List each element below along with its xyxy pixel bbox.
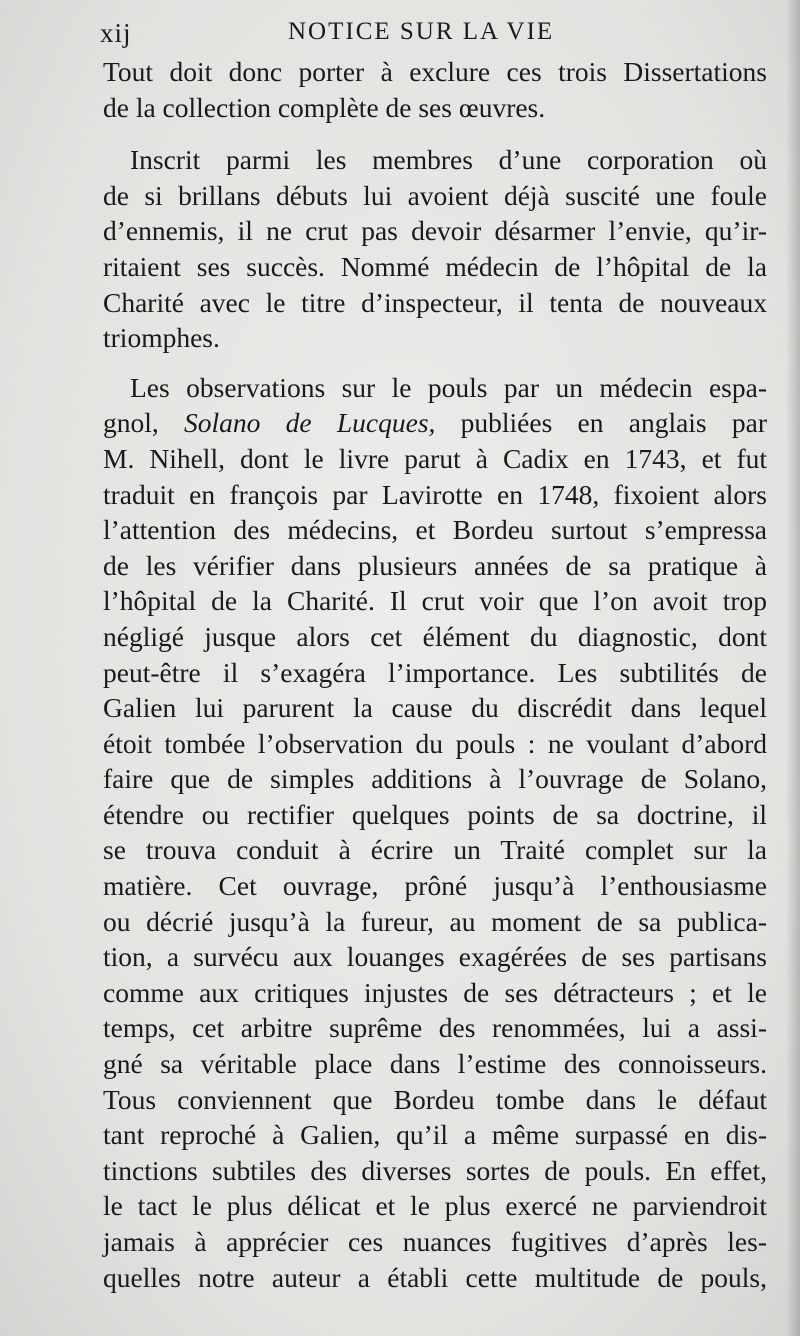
text-line: l’attention des médecins, et Bordeu surtout s’empressa [103, 514, 767, 546]
text-line: faire que de simples additions à l’ouvrage de Solano, [103, 763, 767, 795]
text-line: étendre ou rectifier quelques points de sa doctrine, il [103, 798, 767, 830]
text-line: Galien lui parurent la cause du discrédit dans lequel [103, 692, 767, 724]
text-line: M. Nihell, dont le livre parut à Cadix en 1743, et fut [103, 442, 767, 474]
text-line: Tout doit donc porter à exclure ces trois Dissertations [103, 56, 767, 87]
text-line: Charité avec le titre d’inspecteur, il tenta de nouveaux [103, 286, 767, 318]
text-line: peut-être il s’exagéra l’importance. Les subtilités de [103, 656, 767, 688]
text-line: se trouva conduit à écrire un Traité complet sur la [103, 834, 767, 866]
text-line: de si brillans débuts lui avoient déjà suscité une foule [103, 179, 767, 211]
body-text [103, 54, 767, 1295]
text-line: de les vérifier dans plusieurs années de sa pratique à [103, 549, 767, 581]
text-line: traduit en françois par Lavirotte en 1748, fixoient alors [103, 478, 767, 510]
text-line: Inscrit parmi les membres d’une corporation où [130, 144, 767, 176]
text-line: ou décrié jusqu’à la fureur, au moment de sa publica- [103, 905, 767, 937]
text-line: l’hôpital de la Charité. Il crut voir que l’on avoit trop [103, 585, 767, 617]
page-edge-shadow [786, 0, 800, 1336]
text-line: gnol, Solano de Lucques, publiées en anglais par [103, 407, 767, 439]
text-line: comme aux critiques injustes de ses détracteurs ; et le [103, 976, 767, 1008]
running-title: NOTICE SUR LA VIE [288, 18, 555, 45]
text-line: tion, a survécu aux louanges exagérées de ses partisans [103, 941, 767, 973]
text-line: jamais à apprécier ces nuances fugitives d’après les- [103, 1226, 767, 1257]
author-name-italic: Solano de Lucques, [184, 407, 436, 439]
text-line: Les observations sur le pouls par un médecin espa- [130, 371, 767, 403]
text-line: triomphes. [103, 322, 220, 354]
page-number: xij [100, 18, 132, 48]
text-line: Tous conviennent que Bordeu tombe dans le défaut [103, 1083, 767, 1115]
text-line: le tact le plus délicat et le plus exercé ne parviendroit [103, 1190, 767, 1222]
text-line: étoit tombée l’observation du pouls : ne voulant d’abord [103, 727, 767, 759]
text-line: ritaient ses succès. Nommé médecin de l’hôpital de la [103, 250, 767, 282]
text-line: temps, cet arbitre suprême des renommées, lui a assi- [103, 1012, 767, 1044]
text-line: d’ennemis, il ne crut pas devoir désarmer l’envie, qu’ir- [103, 215, 767, 247]
text-line: matière. Cet ouvrage, prôné jusqu’à l’enthousiasme [103, 870, 767, 902]
text-line: tinctions subtiles des diverses sortes de pouls. En effet, [103, 1154, 767, 1186]
page-header [100, 18, 790, 52]
text-line: tant reproché à Galien, qu’il a même surpassé en dis- [103, 1119, 767, 1151]
text-line: de la collection complète de ses œuvres. [103, 91, 546, 123]
text-line: négligé jusque alors cet élément du diagnostic, dont [103, 620, 767, 652]
text-line: quelles notre auteur a établi cette multitude de pouls, [103, 1261, 767, 1293]
text-line: gné sa véritable place dans l’estime des connoisseurs. [103, 1048, 767, 1080]
